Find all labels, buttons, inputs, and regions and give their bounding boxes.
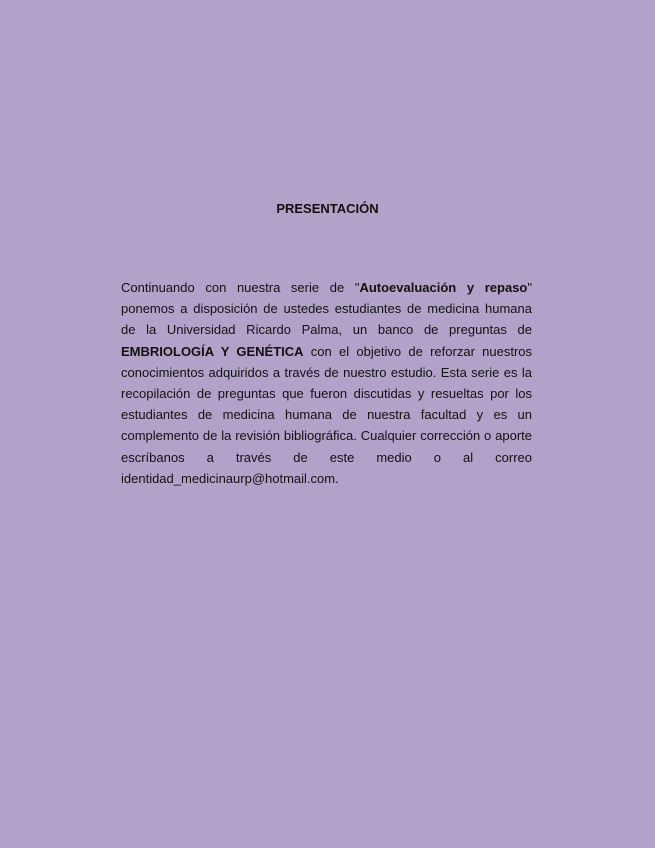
- page-title: PRESENTACIÓN: [276, 201, 379, 216]
- paragraph-text-part-1: Continuando con nuestra serie de ": [121, 280, 360, 295]
- paragraph-text-part-2: " ponemos a disposición de ustedes estudiantes de medicina humana de la Universidad Ricardo Palma, un banco de preguntas de: [121, 280, 532, 338]
- subject-name-bold: EMBRIOLOGÍA Y GENÉTICA: [121, 343, 304, 359]
- paragraph-text-part-3: con el objetivo de reforzar nuestros conocimientos adquiridos a través de nuestro estudio. Esta serie es la recopilación de preguntas que fueron discutidas y resueltas por los estudiantes de medicina humana de nuestra facultad y es un complemento de la revisión bibliográfica. Cualquier corrección o aporte escríbanos a través de este medio o al correo identidad_medicinaurp@hotmail.com.: [121, 343, 532, 486]
- presentation-paragraph: [121, 277, 532, 489]
- series-name-bold: Autoevaluación y repaso: [359, 280, 528, 295]
